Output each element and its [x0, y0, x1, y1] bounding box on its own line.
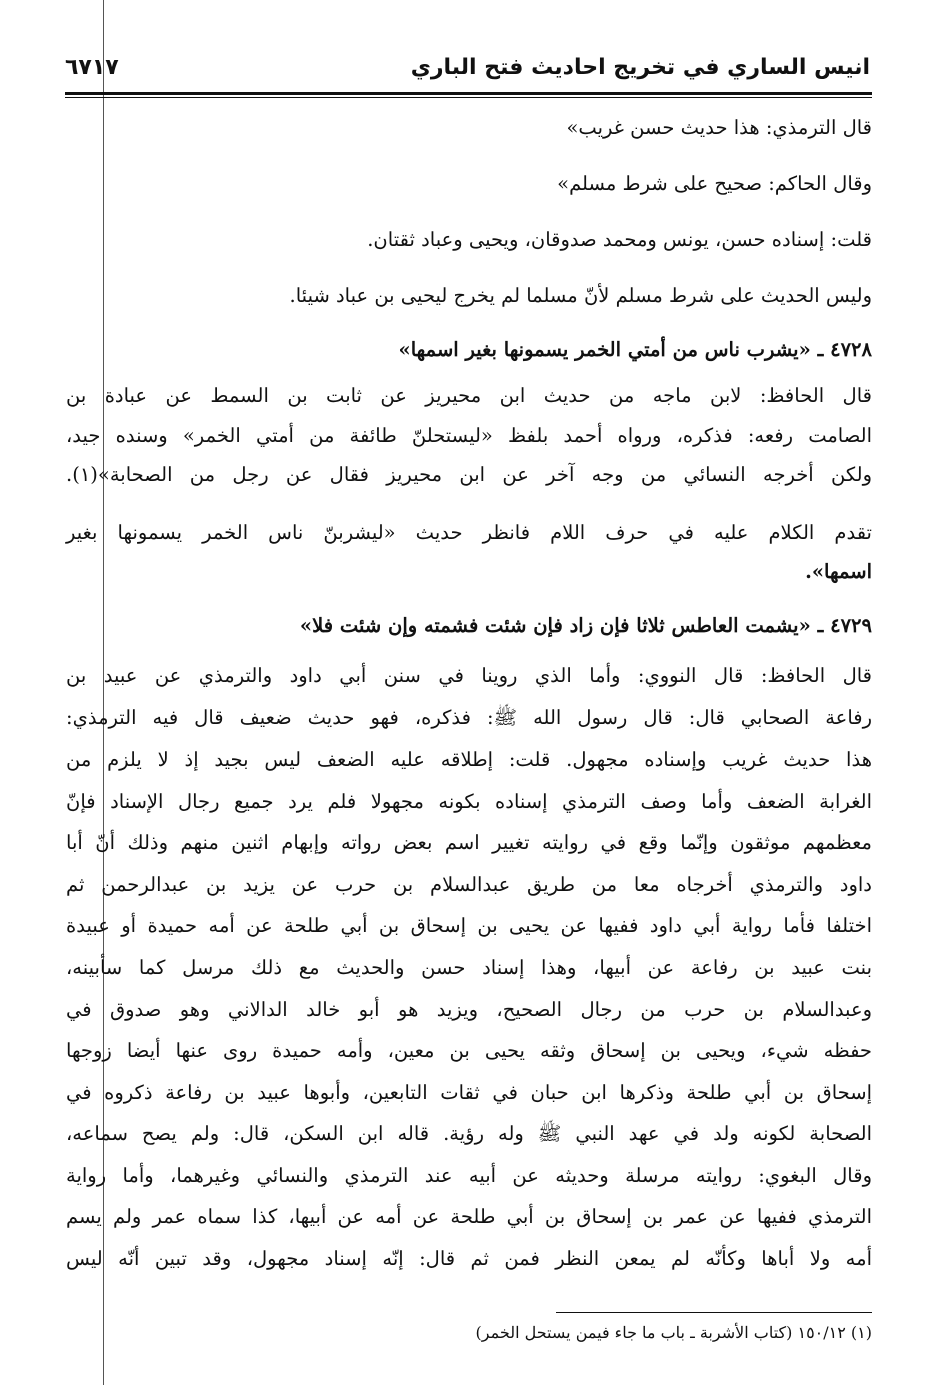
hadith-heading: ٤٧٢٩ ـ «يشمت العاطس ثلاثا فإن زاد فإن شئت فشمته وإن شئت فلا»	[299, 614, 872, 637]
text-line: أمه ولا أباها وكأنّه لم يمعن النظر فمن ثم قال: إنّه إسناد مجهول، وقد تبين أنّه ليس	[66, 1247, 872, 1270]
text-line: الصحابة لكونه ولد في عهد النبي ﷺ وله رؤية. قاله ابن السكن، قال: ولم يصح سماعه،	[66, 1122, 872, 1145]
text-line: قلت: إسناده حسن، يونس ومحمد صدوقان، ويحيى وعباد ثقتان.	[367, 228, 872, 251]
header-rule-thin	[65, 97, 872, 98]
text-line: الترمذي ففيها عن عمر بن إسحاق بن أبي طلحة عن أمه عن أبيها، كذا سماه عمر ولم يسم	[66, 1205, 872, 1228]
text-line: قال الحافظ: قال النووي: وأما الذي روينا في سنن أبي داود والترمذي عن عبيد بن	[66, 664, 872, 687]
page-number: ٦٧١٧	[65, 55, 119, 80]
text-line: تقدم الكلام عليه في حرف اللام فانظر حديث «ليشربنّ ناس الخمر يسمونها بغير	[66, 521, 872, 544]
text-line: داود والترمذي أخرجاه معا من طريق عبدالسلام بن حرب عن يزيد بن عبدالرحمن ثم	[66, 873, 872, 896]
text-line: وعبدالسلام بن حرب من رجال الصحيح، ويزيد هو أبو خالد الدالاني وهو صدوق في	[66, 998, 872, 1021]
text-line: وقال البغوي: روايته مرسلة وحديثه عن أبيه عند الترمذي والنسائي وغيرهما، وأما رواية	[66, 1164, 872, 1187]
header-rule-thick	[65, 92, 872, 95]
text-line: اسمها».	[805, 560, 872, 583]
text-line: معظمهم موثقون وإنّما وقع في روايته تغيير اسم بعض رواته وإبهام اثنين منهم وذلك أنّ أبا	[66, 831, 872, 854]
text-line: قال الترمذي: هذا حديث حسن غريب»	[566, 116, 872, 139]
text-line: إسحاق بن أبي طلحة وذكرها ابن حبان في ثقات التابعين، وأبوها عبيد بن رفاعة ذكروه في	[66, 1081, 872, 1104]
running-header-title: انيس الساري في تخريج احاديث فتح الباري	[410, 55, 870, 80]
text-line: هذا حديث غريب وإسناده مجهول. قلت: إطلاقه عليه الضعف ليس بجيد إذ لا يلزم من	[66, 748, 872, 771]
footnote-rule	[556, 1312, 872, 1313]
text-line: الصامت رفعه: فذكره، ورواه أحمد بلفظ «ليستحلنّ طائفة من أمتي الخمر» وسنده جيد،	[66, 424, 872, 447]
text-line: ولكن أخرجه النسائي من وجه آخر عن ابن محيريز فقال عن رجل من الصحابة»(١).	[66, 463, 872, 486]
text-line: وليس الحديث على شرط مسلم لأنّ مسلما لم يخرج ليحيى بن عباد شيئا.	[289, 284, 872, 307]
text-line: حفظه شيء، ويحيى بن إسحاق وثقه يحيى بن معين، وأمه حميدة روى عنها أيضا زوجها	[66, 1039, 872, 1062]
hadith-heading: ٤٧٢٨ ـ «يشرب ناس من أمتي الخمر يسمونها بغير اسمها»	[398, 338, 872, 361]
text-line: قال الحافظ: لابن ماجه من حديث ابن محيريز عن ثابت بن السمط عن عبادة بن	[66, 384, 872, 407]
text-line: اختلفا فأما رواية أبي داود ففيها عن يحيى بن إسحاق بن أبي طلحة عن أمه حميدة أو عبيدة	[66, 914, 872, 937]
text-line: رفاعة الصحابي قال: قال رسول الله ﷺ: فذكره، فهو حديث ضعيف قال فيه الترمذي:	[66, 706, 872, 729]
footnote: (١) ١٥٠/١٢ (كتاب الأشربة ـ باب ما جاء فيمن يستحل الخمر)	[475, 1323, 872, 1342]
text-line: بنت عبيد بن رفاعة عن أبيها، وهذا إسناد حسن والحديث مع ذلك مرسل كما سأبينه،	[66, 956, 872, 979]
text-line: وقال الحاكم: صحيح على شرط مسلم»	[557, 172, 872, 195]
text-line: الغرابة الضعف وأما وصف الترمذي إسناده بكونه مجهولا فلم يرد جميع رجال الإسناد فإنّ	[66, 790, 872, 813]
